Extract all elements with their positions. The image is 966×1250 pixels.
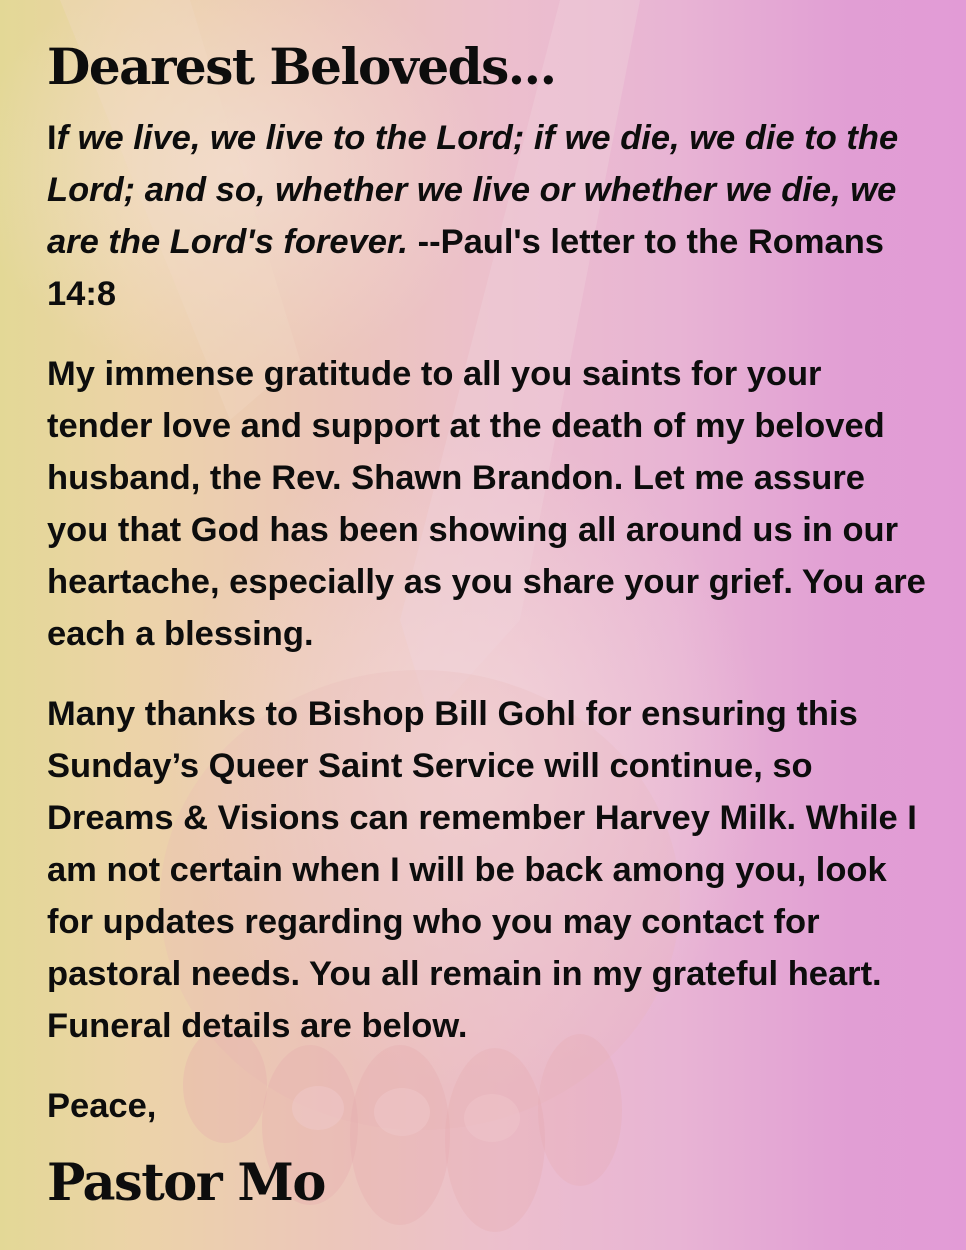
- scripture-first-letter: I: [47, 119, 57, 157]
- signature: Pastor Mo: [47, 1153, 325, 1213]
- thanks-paragraph: Many thanks to Bishop Bill Gohl for ensuring this Sunday’s Queer Saint Service will continue, so Dreams & Visions can remember Harvey Milk. While I am not certain when I will be back among you, look for updates regarding who you may contact for pastoral needs. You all remain in my grateful heart. Funeral details are below.: [47, 695, 917, 1045]
- scripture-citation: --Paul's letter to the Romans 14:8: [47, 223, 884, 313]
- letter-body: [47, 36, 927, 1214]
- gratitude-paragraph: My immense gratitude to all you saints for your tender love and support at the death of my beloved husband, the Rev. Shawn Brandon. Let me assure you that God has been showing all around us in our heartache, especially as you share your grief. You are each a blessing.: [47, 355, 926, 653]
- scripture-verse-text: f we live, we live to the Lord; if we die, we die to the Lord; and so, whether we live or whether we die, we are the Lord's forever.: [47, 119, 899, 261]
- scripture-quote: [47, 112, 927, 320]
- letter-heading: Dearest Beloveds...: [47, 37, 556, 96]
- closing-salutation: Peace,: [47, 1087, 157, 1125]
